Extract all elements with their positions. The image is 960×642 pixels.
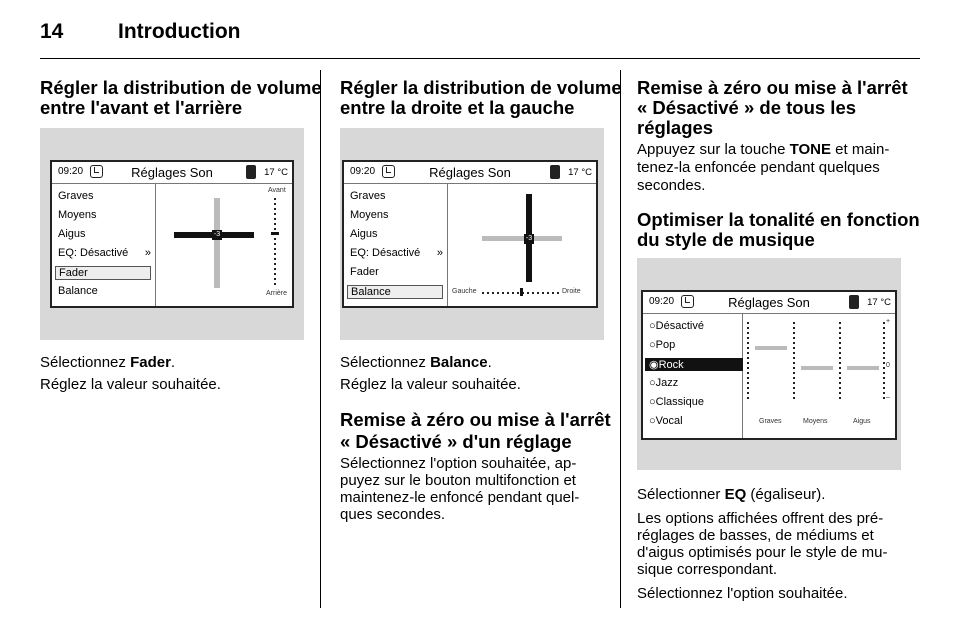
reset-all-para-line2: tenez-la enfoncée pendant quelques (637, 159, 880, 176)
balance-heading-line2: entre la droite et la gauche (340, 97, 575, 118)
thermometer-icon (849, 295, 859, 309)
eq-screenshot (637, 258, 901, 470)
temperature: 17 °C (867, 297, 891, 308)
time: 09:20 (350, 166, 376, 177)
menu-item-eq[interactable]: EQ: Désactivé (350, 247, 421, 259)
left-label: Gauche (452, 288, 477, 295)
treble-level (847, 366, 879, 370)
fader-scale (274, 198, 276, 286)
scale-minus: – (886, 394, 890, 401)
temperature: 17 °C (264, 167, 288, 178)
page-number: 14 (40, 20, 64, 43)
eq-scale-right (883, 322, 885, 400)
eq-scale-left (747, 322, 749, 400)
reset-para-line3: maintenez-le enfoncé pendant quel- (340, 489, 580, 506)
reset-para-line4: ques secondes. (340, 506, 446, 523)
radio-icon: ○ (649, 396, 656, 408)
screen-title: Réglages Son (728, 295, 810, 310)
eq-para-line1: Les options affichées offrent des pré- (637, 510, 884, 527)
balance-step-1: Sélectionnez Balance. (340, 354, 492, 371)
eq-option-vocal[interactable]: ○Vocal (649, 415, 683, 427)
radio-icon: ○ (649, 377, 656, 389)
radio-selected-icon: ◉ (649, 359, 659, 371)
balance-screenshot (340, 128, 604, 340)
menu-item-aigus[interactable]: Aigus (350, 228, 378, 240)
column-divider-2 (620, 70, 621, 608)
scale-plus: + (886, 318, 891, 325)
header-rule (40, 58, 920, 59)
eq-display (641, 290, 897, 440)
eq-scale-mid (839, 322, 841, 400)
chevron-right-icon: » (144, 247, 151, 259)
menu-item-graves[interactable]: Graves (58, 190, 94, 202)
band-label-treble: Aigus (853, 418, 871, 425)
time: 09:20 (649, 296, 675, 307)
thermometer-icon (246, 165, 256, 179)
eq-option-rock[interactable]: ◉Rock (645, 358, 743, 371)
eq-para-line3: d'aigus optimisés pour le style de mu- (637, 544, 888, 561)
menu-item-eq[interactable]: EQ: Désactivé (58, 247, 129, 259)
eq-heading-line1: Optimiser la tonalité en fonction (637, 209, 920, 230)
radio-icon: ○ (649, 320, 656, 332)
column-divider-1 (320, 70, 321, 608)
eq-para-line2: réglages de basses, de médiums et (637, 527, 874, 544)
menu-item-balance[interactable]: Balance (58, 285, 98, 297)
menu-item-fader[interactable]: Fader (55, 266, 151, 280)
right-label: Droite (562, 288, 581, 295)
mid-level (801, 366, 833, 370)
rear-label: Arrière (266, 290, 288, 297)
eq-step: Sélectionner EQ (égaliseur). (637, 486, 826, 503)
reset-all-heading-line1: Remise à zéro ou mise à l'arrêt (637, 77, 908, 98)
page-header (40, 20, 920, 60)
fader-knob[interactable]: -3 (213, 231, 221, 238)
reset-para-line2: puyez sur le bouton multifonction et (340, 472, 576, 489)
reset-all-para-line1: Appuyez sur la touche TONE et main- (637, 141, 890, 158)
fader-step-2: Réglez la valeur souhaitée. (40, 376, 221, 393)
bass-level (755, 346, 787, 350)
fader-heading-line2: entre l'avant et l'arrière (40, 97, 243, 118)
radio-icon: ○ (649, 339, 656, 351)
page-title: Introduction (118, 20, 241, 43)
time: 09:20 (58, 166, 84, 177)
fader-pane (156, 184, 292, 306)
eq-heading-line2: du style de musique (637, 229, 815, 250)
reset-para-line1: Sélectionnez l'option souhaitée, ap- (340, 455, 577, 472)
eq-para-final: Sélectionnez l'option souhaitée. (637, 585, 848, 602)
balance-scale-marker (520, 288, 523, 296)
fader-screenshot (40, 128, 304, 340)
eq-scale-bass (793, 322, 795, 400)
reset-all-para-line3: secondes. (637, 177, 706, 194)
menu-item-moyens[interactable]: Moyens (58, 209, 97, 221)
balance-display (342, 160, 598, 308)
screen-title: Réglages Son (131, 165, 213, 180)
status-bar (643, 292, 895, 314)
reset-heading-line1: Remise à zéro ou mise à l'arrêt (340, 409, 611, 430)
fader-display (50, 160, 294, 308)
scale-zero: 0 (886, 362, 890, 369)
front-label: Avant (268, 187, 286, 194)
eq-option-desactive[interactable]: ○Désactivé (649, 320, 704, 332)
fader-scale-marker (271, 232, 279, 235)
eq-pane (743, 314, 895, 438)
temperature: 17 °C (568, 167, 592, 178)
fader-step-1: Sélectionnez Fader. (40, 354, 176, 371)
balance-track-horizontal (482, 236, 562, 241)
balance-knob[interactable]: -3 (525, 235, 533, 242)
menu-item-moyens[interactable]: Moyens (350, 209, 389, 221)
menu-item-graves[interactable]: Graves (350, 190, 386, 202)
chevron-right-icon: » (436, 247, 443, 259)
status-bar (52, 162, 292, 184)
eq-option-classique[interactable]: ○Classique (649, 396, 704, 408)
eq-menu (643, 314, 743, 438)
reset-heading-line2: « Désactivé » d'un réglage (340, 431, 572, 452)
menu-item-balance[interactable]: Balance (347, 285, 443, 299)
sound-menu (344, 184, 448, 306)
fader-track-vertical (214, 198, 220, 288)
balance-heading-line1: Régler la distribution de volume (340, 77, 622, 98)
balance-pane (448, 184, 596, 306)
menu-item-fader[interactable]: Fader (350, 266, 379, 278)
menu-item-aigus[interactable]: Aigus (58, 228, 86, 240)
eq-para-line4: sique correspondant. (637, 561, 778, 578)
eq-option-jazz[interactable]: ○Jazz (649, 377, 679, 389)
fader-heading-line1: Régler la distribution de volume (40, 77, 322, 98)
sound-menu (52, 184, 156, 306)
band-label-mid: Moyens (803, 418, 828, 425)
balance-step-2: Réglez la valeur souhaitée. (340, 376, 521, 393)
eq-option-pop[interactable]: ○Pop (649, 339, 676, 351)
thermometer-icon (550, 165, 560, 179)
reset-all-heading-line2: « Désactivé » de tous les (637, 97, 857, 118)
band-label-bass: Graves (759, 418, 782, 425)
status-bar (344, 162, 596, 184)
reset-all-heading-line3: réglages (637, 117, 714, 138)
screen-title: Réglages Son (429, 165, 511, 180)
radio-icon: ○ (649, 415, 656, 427)
